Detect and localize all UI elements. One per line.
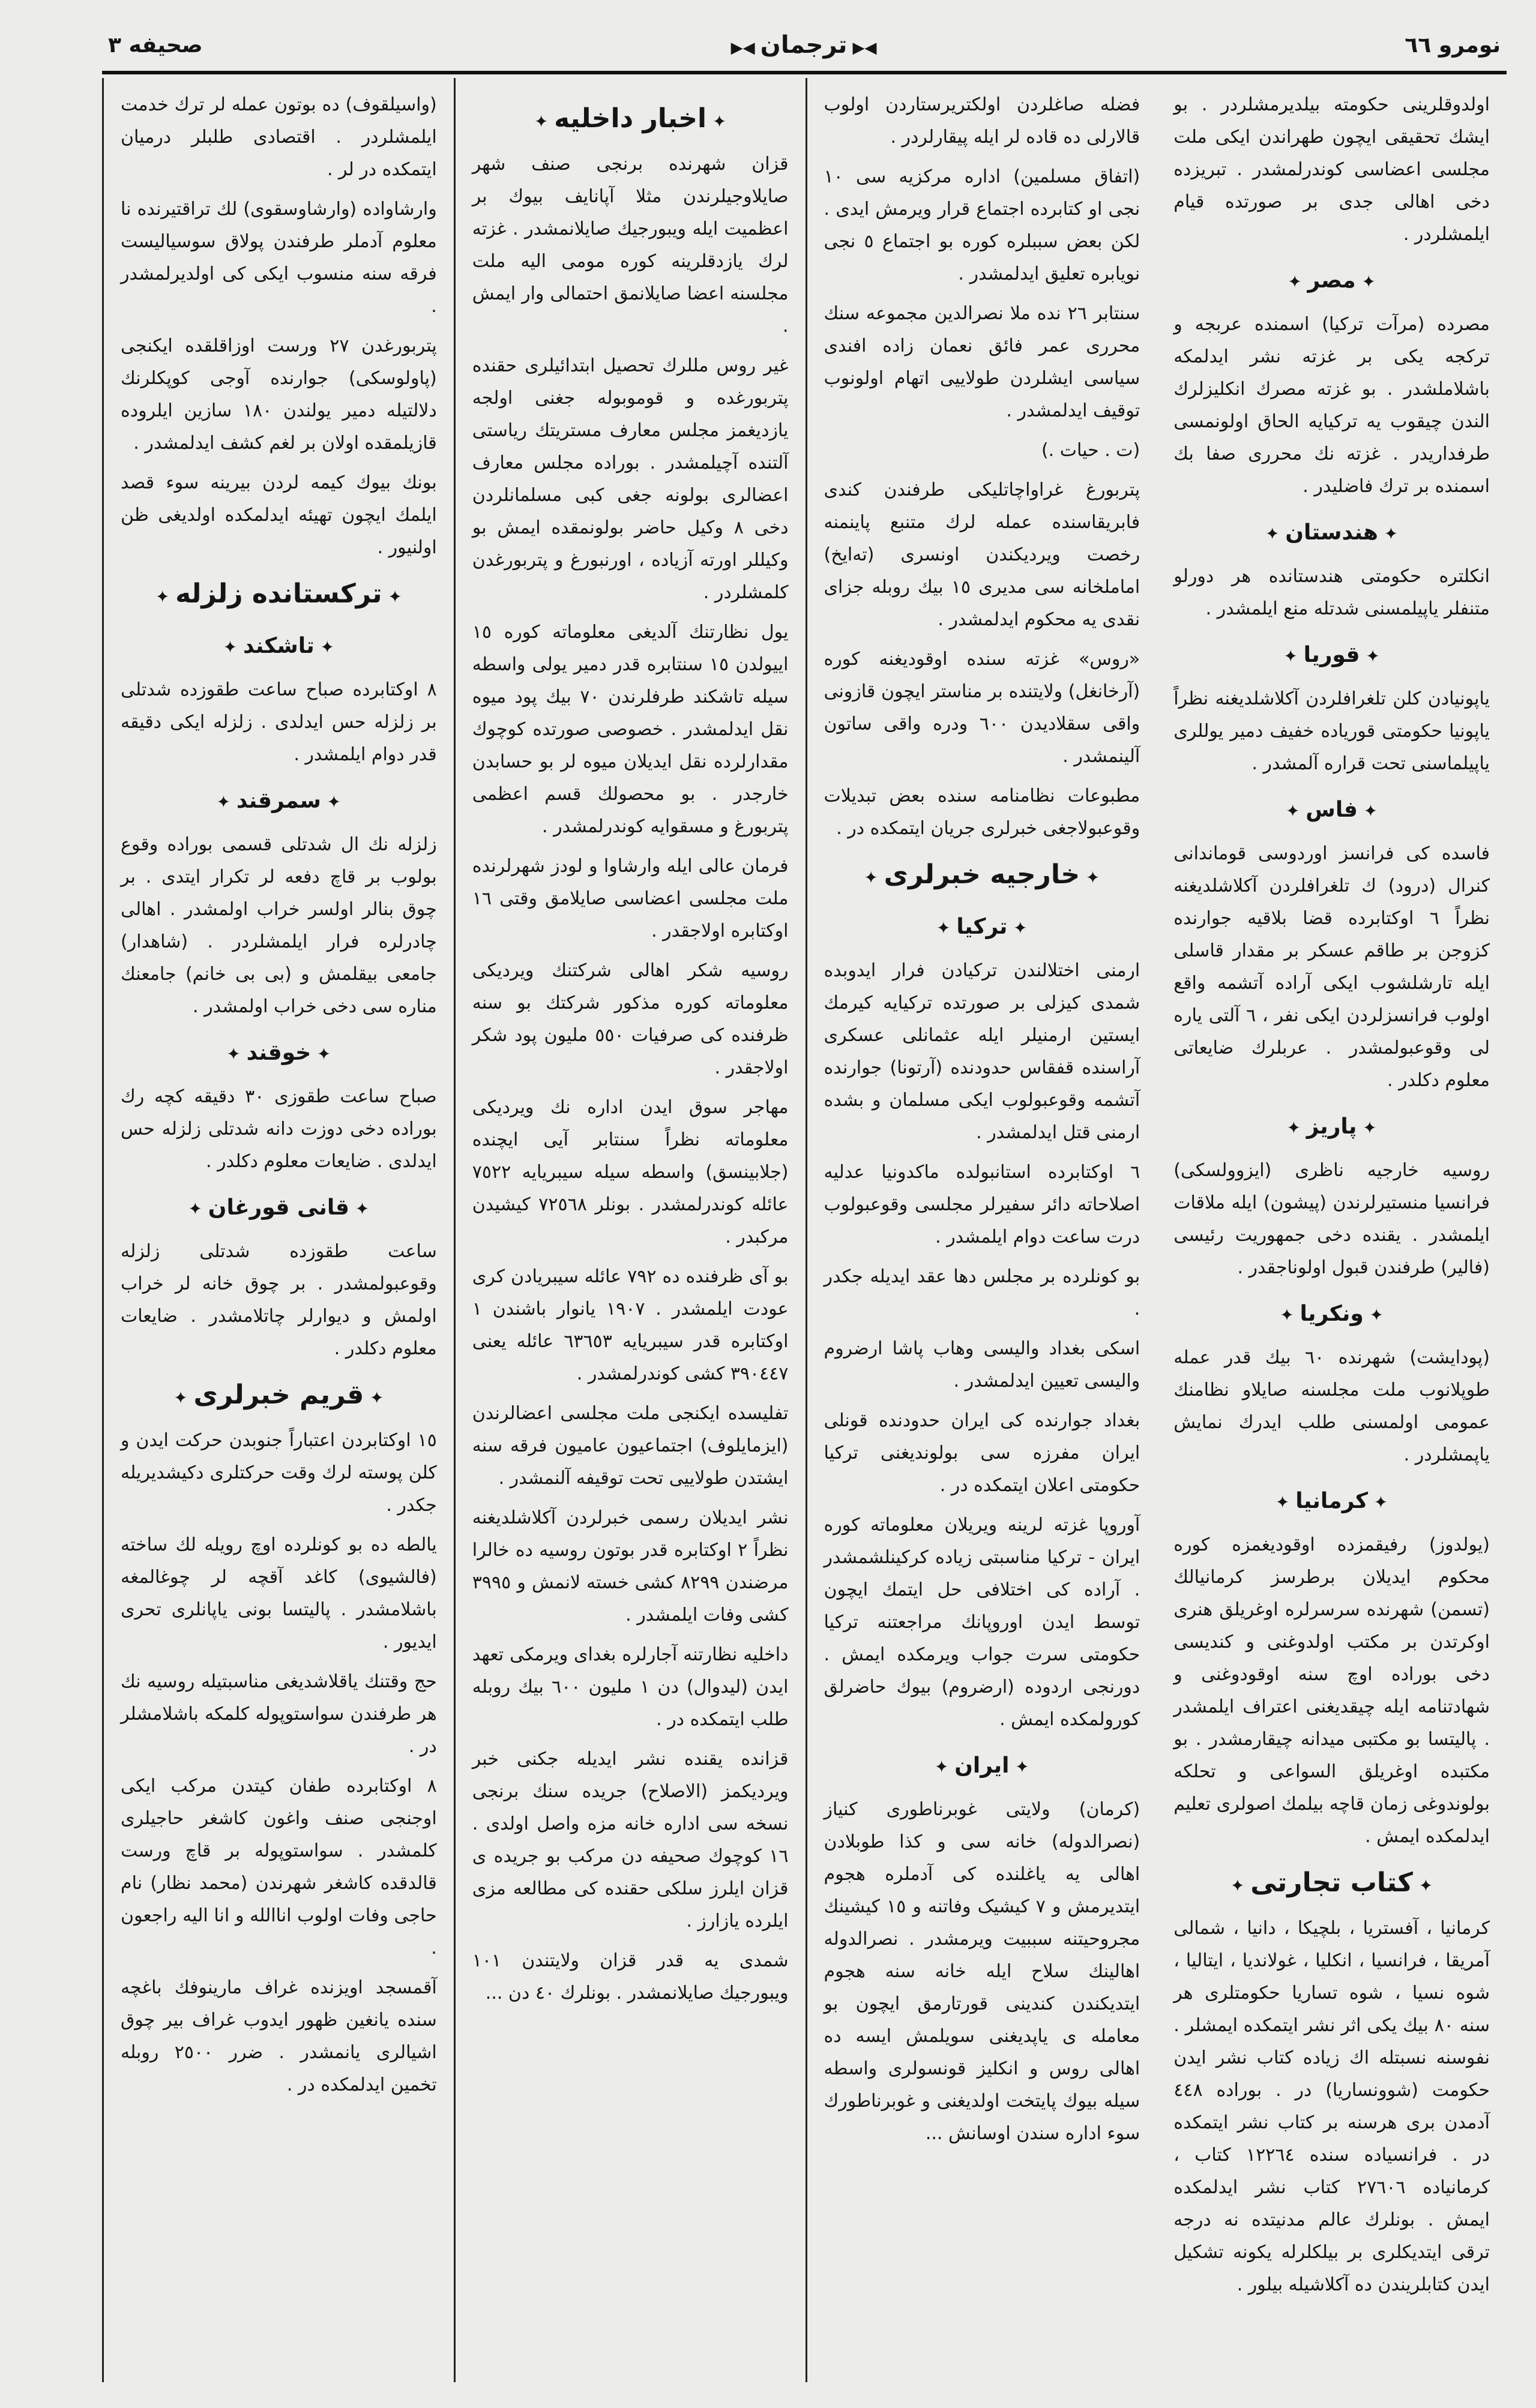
masthead-rule <box>102 71 1507 74</box>
news-item <box>121 467 437 564</box>
news-item-text: تفلیسده ایکنجی ملت مجلسی اعضالرندن (ایزمایلوف) اجتماعیون عامیون فرقه سنه ایشتدن طولاییی تحت توقیفه آلنمشدر . <box>472 1403 789 1489</box>
news-item-text: فرمان عالی ایله وارشاوا و لودز شهرلرنده ملت مجلسی اعضاسی صایلامق وقتی ١٦ اوکتابره اولاجقدر . <box>472 856 789 941</box>
newspaper-title: ◀▶ ترجمان ◀▶ <box>731 31 877 59</box>
news-item-text: مصرده (مرآت ترکیا) اسمنده عربجه و ترکجه یکی بر غزته نشر ایدلمکه باشلاملشدر . بو غزته مصرك انکلیزلرك الندن چیقوب یه ترکیایه الحاق اولونمسی طرفداریدر . غزته نك محرری صفا بك اسمنده بر ترك فاضلیدر . <box>1173 314 1490 497</box>
news-item <box>121 330 437 460</box>
news-item-text: انکلتره حکومتی هندستانده هر دورلو متنفلر یاپیلمسنی شدتله منع ایلمشدر . <box>1173 566 1490 619</box>
news-item <box>824 643 1140 773</box>
news-item <box>121 1770 437 1965</box>
news-item-text: (پودایشت) شهرنده ٦٠ بیك قدر عمله طوپلانوب ملت مجلسنه صایلاو نظامنك عمومی اولمسنی طلب ایدرك نمایش یاپمشلردر . <box>1173 1347 1490 1465</box>
heading-text: کتاب تجارتی <box>1250 1867 1413 1898</box>
news-item <box>121 674 437 771</box>
heading-text: ایران <box>954 1753 1010 1778</box>
news-item <box>121 89 437 186</box>
news-item-text: اسکی بغداد والیسی وهاب پاشا ارضروم والیسی تعیین ایدلمشدر . <box>824 1338 1140 1392</box>
news-item-text: «روس» غزته سنده اوقودیغنه کوره (آرخانغل) ولایتنده بر مناستر ایچون قازونی واقی سقلادیدن ٦٠٠ ودره واقی ساتون آلینمشدر . <box>824 649 1140 767</box>
news-item <box>121 1972 437 2101</box>
news-item <box>472 1945 789 2010</box>
heading-text: پاریز <box>1306 1114 1357 1139</box>
heading-text: اخبار داخلیه <box>554 103 707 134</box>
news-item-text: (کرمان) ولایتی غوبرناطوری کنیاز (نصرالدوله) خانه سی و کذا طوبلادن اهالی یه یاغلنده کی آدملره هجوم ایتدیرمش و ٧ کیشیک وفاتنه و ١٥ کیشینك مجروحیتنه سببیت ویرمشدر . نصرالدوله اهالینك سلاح ایله خانه سنه هجوم ایتدیکندن کندینی قورتارمق ایچون بو معامله ی یاپدیغنی سویلمش ایسه ده اهالی روس و انکلیز قونسولری واسطه سیله بیوك پایتخت اولدیغنی و غوبرناطورك سوء اداره سندن اوسانش ... <box>824 1799 1140 2144</box>
subsection-heading <box>1173 1108 1490 1147</box>
subsection-heading <box>824 908 1140 947</box>
subsection-heading <box>1173 262 1490 301</box>
news-item <box>824 1405 1140 1502</box>
news-item <box>824 89 1140 154</box>
news-item <box>1173 838 1490 1097</box>
news-item <box>1173 1912 1490 2301</box>
news-item-text: بو آی ظرفنده ده ٧٩٢ عائله سیبریادن کری عودت ایلمشدر . ١٩٠٧ یانوار باشندن ١ اوکتابره قدر سیبریایه ٦٣٦٥٣ عائله یعنی ٣٩٠٤٤٧ کشی کوندرلمشدر . <box>472 1266 789 1384</box>
news-item-text: بو کونلرده بر مجلس دها عقد ایدیله جکدر . <box>824 1266 1140 1320</box>
news-item-text: فضله صاغلردن اولکتریرستاردن اولوب قالارلی ده قاده لر ایله پیقارلردر . <box>824 94 1140 148</box>
subsection-heading <box>121 627 437 667</box>
news-item-text: نشر ایدیلان رسمی خبرلردن آکلاشلدیغنه نظراً ٢ اوکتابره قدر بوتون روسیه ده خالرا مرضندن ٨٢٩٩ کشی خسته لانمش و ٣٩٩٥ کشی وفات ایلمشدر . <box>472 1507 789 1626</box>
news-item-text: (واسیلقوف) ده بوتون عمله لر ترك خدمت ایلمشلردر . اقتصادی طلبلر درمیان ایتمکده در لر . <box>121 94 437 180</box>
section-heading <box>121 1376 437 1417</box>
heading-text: سمرقند <box>236 788 321 813</box>
news-item <box>472 1091 789 1254</box>
news-item-text: بغداد جوارنده کی ایران حدودنده قونلی ایران مفرزه سی بولوندیغنی ترکیا حکومتی اعلان ایتمکده در . <box>824 1410 1140 1496</box>
news-item-text: ساعت طقوزده شدتلی زلزله وقوعبولمشدر . بر چوق خانه لر خراب اولمش و دیوارلر چاتلامشدر . ضایعات معلوم دکلدر . <box>121 1241 437 1359</box>
news-item-text: فاسده کی فرانسز اوردوسی قوماندانی کنرال (درود) ك تلغرافلردن آکلاشلدیغنه نظراً ٦ اوکتابرده قضا بلاقیه جوارنده کزوجن بر طاقم عسکر بر مقدار قاسلی ایله تارشلشوب ایکی آراده آتشمه واقع اولوب فرانسزلردن ایکی نفر ، ٦ آلتی یاره لی وقوعبولمشدر . عربلرك ضایعاتی معلوم دکلدر . <box>1173 843 1490 1091</box>
news-item <box>1173 1529 1490 1853</box>
heading-text: قوریا <box>1303 643 1360 667</box>
heading-text: ترکستانده زلزله <box>175 578 382 609</box>
news-item <box>121 1666 437 1763</box>
news-item <box>824 474 1140 636</box>
heading-text: فاس <box>1306 797 1358 822</box>
news-item <box>472 1398 789 1495</box>
news-item-text: پتربورغدن ٢٧ ورست اوزاقلقده ایکنجی (پاولوسکی) جوارنده آوجی کوپکلرنك دلالتیله دمیر یولندن ١٨٠ سازین ایلروده قازیلمقده اولان بر لغم کشف ایدلمشدر . <box>121 335 437 454</box>
news-item-text: یاپونیادن کلن تلغرافلردن آکلاشلدیغنه نظراً یاپونیا حکومتی قوریاده خفیف دمیر یوللری یاپیلماسنی تحت قراره آلمشدر . <box>1173 688 1490 774</box>
news-item-text: کرمانیا ، آفستریا ، بلچیکا ، دانیا ، شمالی آمریقا ، فرانسیا ، انکلیا ، غولاندیا ، ایتالیا ، شوه نسیا ، شوه تساریا حکومتلری هر سنه ٨٠ بیك یکی اثر نشر ایتمکده ایمشلر . نفوسنه نسبتله اك زیاده کتاب نشر ایدن حکومت (شوونساریا) در . بوراده ٤٤٨ آدمدن بری هرسنه بر کتاب نشر ایتمکده در . فرانسیاده سنده ١٢٢٦٤ کتاب ، کرمانیاده ٢٧٦٠٦ کتاب نشر ایدلمکده ایمش . بونلرك عالم مدنیتده نه درجه ترقی ایتدیکلری بر بیلکلرله یکونه تشکیل ایدن کتابلریندن ده آکلاشیله بیلور . <box>1173 1918 1490 2295</box>
subsection-heading <box>1173 1295 1490 1335</box>
news-item-text: (ت . حیات .) <box>1041 440 1140 461</box>
heading-text: هندستان <box>1285 520 1379 545</box>
news-item <box>824 955 1140 1149</box>
news-item-text: (اتفاق مسلمین) اداره مرکزیه سی ١٠ نجی او کتابرده اجتماع قرار ویرمش ایدی . لکن بعض سببلره کوره بو اجتماع ٥ نجی نویابره تعلیق ایدلمشدر . <box>824 166 1140 284</box>
news-item-text: وارشاواده (وارشاوسقوی) لك تراقتیرنده نا معلوم آدملر طرفندن پولاق سوسیالیست فرقه سنه منسوب ایکی کی اولدیرلمشدر . <box>121 199 437 317</box>
news-item-text: پتربورغ غراواچاتلیکی طرفندن کندی فابریقاسنده عمله لرك متنبع پاینمنه رخصت ویردیکندن اونسری (تەایخ) اماملخانه سی مدیری ١٥ بیك روبله جزای نقدی یه محکوم ایدلمشدر . <box>824 479 1140 630</box>
news-item-text: آقمسجد اویزنده غراف مارینوفك باغچه سنده یانغین ظهور ایدوب غراف بیر چوق اشیالری یانمشدر . ضرر ٢٥٠٠ روبله تخمین ایدلمکده در . <box>121 1977 437 2095</box>
column-2 <box>454 78 806 2382</box>
news-item <box>472 850 789 947</box>
news-item <box>472 1639 789 1736</box>
news-item-text: ارمنی اختلالندن ترکیادن فرار ایدوبده شمدی کیزلی بر صورتده ترکیایه کیرمك ایستین ارمنیلر ایله عثمانلی عسکری آراسنده قفقاس حدودنده (آرتونا) جوارنده آتشمه وقوعبولوب ایکی مسلمان و بشده ارمنی قتل ایدلمشدر . <box>824 960 1140 1143</box>
news-item <box>121 829 437 1023</box>
news-item <box>121 1236 437 1365</box>
news-item-text: ٨ اوکتابرده صباح ساعت طقوزده شدتلی بر زلزله حس ایدلدی . زلزله ایکی دقیقه قدر دوام ایلمشدر . <box>121 679 437 765</box>
news-item-text: (یولدوز) رفیقمزده اوقودیغمزه کوره محکوم ایدیلان برطرسز کرمانیالك (تسمن) شهرنده سرسرلره اوغریلق هنری اوکرتدن بر مکتب اولدوغنی و کندیسی دخی بوراده اوچ سنه اوقودوغنی و شهادتنامه ایله چیقدیغنی اعتراف ایلمشدر . پالیتسا بو مکتبی میدانه چیقارمشدر . بو مکتبده اوغریلق السواعی و تحلکه بولوندوغی زمان قاچه بیلمك اصولری تعلیم ایدلمکده ایمش . <box>1173 1534 1490 1847</box>
page-number: صحیفه ٣ <box>108 32 203 58</box>
heading-text: قریم خبرلری <box>193 1380 364 1410</box>
news-item <box>1173 683 1490 780</box>
news-item-text: یول نظارتنك آلدیغی معلوماته کوره ١٥ اییولدن ١٥ سنتابره قدر دمیر یولی واسطه سیله تاشکند طرفلرندن ٧٠ بیك پود میوه نقل ایدلمشدر . خصوصی صورتده کوچوك مقدارلرده نقل ایدیلان میوه لر بو حسابدن خارجدر . بو محصولك قسم اعظمی پتربورغ و مسقوایه کوندرلمشدر . <box>472 622 789 837</box>
news-item-text: بونك بیوك کیمه لردن بیرینه سوء قصد ایلمك ایچون تهیئه ایدلمکده اولدیغی ظن اولنیور . <box>121 472 437 558</box>
news-item-text: روسیه شکر اهالی شرکتنك ویردیکی معلوماته کوره مذکور شرکتك بو سنه ظرفنده کی صرفیات ٥٥٠ ملیون پود شکر اولاجقدر . <box>472 960 789 1078</box>
column-4 <box>1157 78 1507 2382</box>
news-item <box>472 350 789 609</box>
section-heading <box>472 100 789 141</box>
heading-text: کرمانیا <box>1295 1489 1369 1513</box>
news-item <box>1173 308 1490 503</box>
news-item-text: صباح ساعت طقوزی ٣٠ دقیقه کچه رك بوراده دخی دوزت دانه شدتلی زلزله حس ایدلدی . ضایعات معلوم دکلدر . <box>121 1086 437 1172</box>
news-item-text: قزانده یقنده نشر ایدیله جکنی خبر ویردیکمز (الاصلاح) جریده سنك برنجی نسخه سی اداره خانه مزه واصل اولدی . ١٦ کوچوك صحیفه دن مرکب بو جریده ی قزان ایلرز سلکی حقنده کی مطالعه مزی ایلرده یازارز . <box>472 1749 789 1932</box>
heading-text: خارجیه خبرلری <box>884 859 1080 890</box>
columns <box>102 78 1507 2382</box>
news-item <box>824 161 1140 290</box>
news-item <box>121 1425 437 1522</box>
news-item <box>472 616 789 843</box>
news-item <box>121 1081 437 1178</box>
news-item-text: روسیه خارجیه ناظری (ایزوولسکی) فرانسیا منستیرلرندن (پیشون) ایله ملاقات ایلمشدر . یقنده دخی جمهوریت رئیسی (فالیر) طرفندن قبول اولوناجقدر . <box>1173 1160 1490 1278</box>
news-item-text: زلزله نك ال شدتلی قسمی بوراده وقوع بولوب بر قاچ دفعه لر تکرار ایتدی . بر چوق بنالر اولسر خراب اولمشدر . اهالی چادرلره فرار ایلمشلردر . (شاهدار) جامعی بیقلمش و (بی بی خانم) جامعنك مناره سی دخی خراب اولمشدر . <box>121 834 437 1017</box>
heading-text: ترکیا <box>956 914 1008 939</box>
subsection-heading <box>1173 514 1490 553</box>
subsection-heading <box>1173 1482 1490 1522</box>
news-item <box>824 1794 1140 2150</box>
news-item <box>824 780 1140 845</box>
news-item-text: سنتابر ٢٦ نده ملا نصرالدین مجموعه سنك محرری عمر فائق نعمان زاده افندی سیاسی ایشلردن طولاییی اتهام اولونوب توقیف ایدلمشدر . <box>824 303 1140 421</box>
news-item <box>824 298 1140 427</box>
column-1 <box>102 78 454 2382</box>
news-item-text: اولدوقلرینی حکومته بیلدیرمشلردر . بو ایشك تحقیقی ایچون طهراندن ایکی ملت مجلسی اعضاسی کوندرلمشدر . تبریزده دخی اهالی جدی بر صورتده قیام ایلمشلردر . <box>1173 94 1490 245</box>
subsection-heading <box>824 1747 1140 1786</box>
heading-text: تاشکند <box>242 634 315 658</box>
news-item <box>824 1509 1140 1736</box>
subsection-heading <box>121 1189 437 1228</box>
news-item <box>1173 1342 1490 1471</box>
news-item-text: مطبوعات نظامنامه سنده بعض تبدیلات وقوعبولاجغی خبرلری جریان ایتمکده در . <box>824 785 1140 839</box>
news-item <box>472 1502 789 1632</box>
news-item-text: آوروپا غزته لرینه ویریلان معلوماته کوره ایران - ترکیا مناسبتی زیاده کرکینلشمشدر . آراده کی اختلافی حل ایتمك ایچون توسط ایدن اوروپانك مراجعتنه ترکیا حکومتی سرت جواب ویرمکده ایمش . دورنجی اردوده (ارضروم) بیوك حاضرلق کورولمکده ایمش . <box>824 1515 1140 1730</box>
masthead <box>108 24 1501 66</box>
heading-text: قانی قورغان <box>208 1195 349 1220</box>
news-item <box>121 1529 437 1659</box>
news-item <box>824 434 1140 467</box>
news-item <box>472 148 789 343</box>
news-item <box>824 1156 1140 1254</box>
news-item <box>472 1261 789 1390</box>
heading-text: ونکریا <box>1300 1302 1364 1326</box>
news-item-text: حج وقتنك یاقلاشدیغی مناسبتیله روسیه نك هر طرفندن سواستوپوله کلمکه باشلامشلر در . <box>121 1671 437 1757</box>
news-item-text: قزان شهرنده برنجی صنف شهر صایلاوجیلرندن مثلا آپانایف بیوك بر اعظمیت ایله ویبورجیك صایلانمشدر . غزته لرك یازدقلرینه کوره مومی الیه ملت مجلسنه اعضا صایلانمق احتمالی وار ایمش . <box>472 154 789 337</box>
subsection-heading <box>121 782 437 821</box>
news-item-text: ٦ اوکتابرده استانبولده ماکدونیا عدلیه اصلاحاته دائر سفیرلر مجلسی وقوعبولوب درت ساعت دوام ایلمشدر . <box>824 1162 1140 1248</box>
news-item <box>824 1333 1140 1398</box>
news-item <box>1173 89 1490 251</box>
section-heading <box>824 856 1140 897</box>
news-item-text: ١٥ اوکتابردن اعتباراً جنوبدن حرکت ایدن و کلن پوسته لرك وقت حرکتلری دکیشدیریله جکدر . <box>121 1430 437 1516</box>
news-item-text: ٨ اوکتابرده طفان کیتدن مرکب ایکی اوجنجی صنف واغون کاشغر حاجیلری کلمشدر . سواستوپوله بر قاچ ورست قالدقده کاشغر شهرندن (محمد نظار) نام حاجی وفات اولوب اناالله و انا الیه راجعون . <box>121 1776 437 1959</box>
news-item <box>1173 1154 1490 1284</box>
section-heading <box>1173 1864 1490 1905</box>
news-item <box>1173 560 1490 625</box>
news-item-text: داخلیه نظارتنه آجارلره بغدای ویرمکی تعهد ایدن (لیدوال) دن ١ ملیون ٦٠٠ بیك روبله طلب ایتمکده در . <box>472 1644 789 1730</box>
news-item-text: یالطه ده بو کونلرده اوچ رویله لك ساخته (فالشیوی) کاغد آقچه لر چوغالمغه باشلامشدر . پالیتسا بونی یاپانلری تحری ایدیور . <box>121 1534 437 1653</box>
news-item-text: مهاجر سوق ایدن اداره نك ویردیکی معلوماته نظراً سنتابر آیی ایچنده (جلابینسق) واسطه سیله سیبریایه ٧٥٢٢ عائله کوندرلمشدر . بونلر ٧٢٥٦٨ کیشیدن مرکبدر . <box>472 1097 789 1248</box>
news-item <box>121 193 437 323</box>
section-heading <box>121 575 437 616</box>
news-item <box>472 955 789 1084</box>
issue-number: نومرو ٦٦ <box>1405 32 1501 58</box>
subsection-heading <box>121 1034 437 1073</box>
subsection-heading <box>1173 791 1490 830</box>
column-3 <box>806 78 1157 2382</box>
heading-text: مصر <box>1307 268 1356 293</box>
heading-text: خوقند <box>246 1040 312 1065</box>
news-item-text: غیر روس مللرك تحصیل ابتدائیلری حقنده پتربورغده و قوموبوله جغنی اولجه یازدیغمز مجلس معارف مستریتك ریاستی آلتنده آچیلمشدر . بوراده مجلس معارف اعضالری بولونه جغی کبی مسلمانلردن دخی ٨ وکیل حاضر بولونمقده ایمش بو وکیللر اورته آزیاده ، اورنبورغ و پتربورغدن کلمشلردر . <box>472 355 789 603</box>
news-item-text: شمدی یه قدر قزان ولایتندن ١٠١ ویبورجیك صایلانمشدر . بونلرك ٤٠ دن ... <box>472 1950 789 2004</box>
news-item <box>472 1743 789 1938</box>
news-item <box>824 1261 1140 1326</box>
subsection-heading <box>1173 636 1490 676</box>
